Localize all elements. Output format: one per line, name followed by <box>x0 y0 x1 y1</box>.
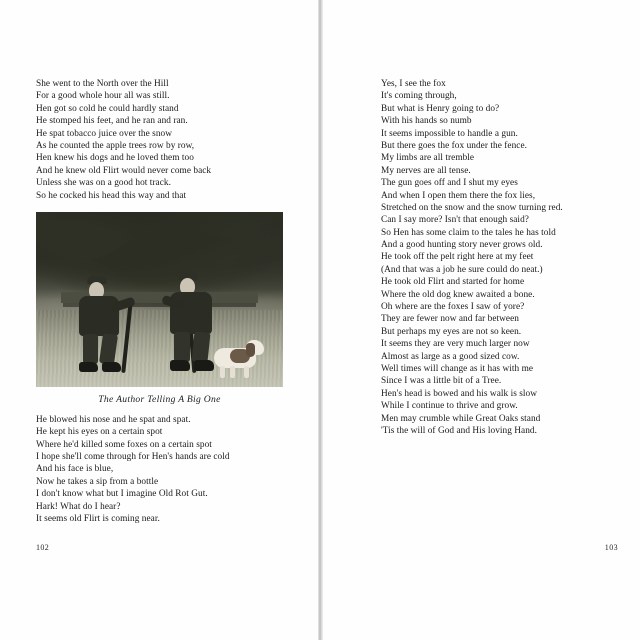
verse-line: Stretched on the snow and the snow turning red. <box>381 202 563 213</box>
verse-line: But what is Henry going to do? <box>381 103 500 114</box>
right-page <box>323 0 640 640</box>
verse-line: Hen's head is bowed and his walk is slow <box>381 388 538 399</box>
verse-line: She went to the North over the Hill <box>36 79 169 89</box>
verse-line: Men may crumble while Great Oaks stand <box>381 413 541 424</box>
verse-line: So Hen has some claim to the tales he has told <box>381 227 556 238</box>
verse-line: Almost as large as a good sized cow. <box>381 351 520 362</box>
boot <box>102 362 121 372</box>
verse-line: For a good whole hour all was still. <box>36 91 170 102</box>
verse-line: Hen got so cold he could hardly stand <box>36 103 179 114</box>
photo-caption: The Author Telling A Big One <box>98 393 221 405</box>
verse-line: They are fewer now and far between <box>381 314 519 325</box>
left-page <box>0 0 319 640</box>
verse-line: He took old Flirt and started for home <box>381 277 525 288</box>
leg <box>191 332 210 364</box>
verse-line: Well times will change as it has with me <box>381 363 534 374</box>
leg <box>99 334 118 366</box>
verse-line: My limbs are all tremble <box>381 153 475 164</box>
photograph-block <box>36 212 283 405</box>
verse-line: He spat tobacco juice over the snow <box>36 128 172 139</box>
photograph <box>36 212 283 387</box>
verse-line: And his face is blue, <box>36 464 114 475</box>
boot <box>170 360 190 371</box>
verse-line: And he knew old Flirt would never come back <box>36 165 212 176</box>
verse-line: 'Tis the will of God and His loving Hand. <box>381 425 538 436</box>
verse-line: With his hands so numb <box>381 116 472 127</box>
verse-line: Yes, I see the fox <box>381 79 446 89</box>
verse-line: Hark! What do I hear? <box>36 501 121 512</box>
verse-line: He blowed his nose and he spat and spat. <box>36 414 191 425</box>
verse-line: I hope she'll come through for Hen's hands are cold <box>36 452 230 463</box>
verse-line: So he cocked his head this way and that <box>36 190 187 201</box>
verse-line: Hen knew his dogs and he loved them too <box>36 153 194 164</box>
leg <box>83 334 98 364</box>
right-page-stanza <box>381 78 620 437</box>
verse-line: Where he'd killed some foxes on a certain spot <box>36 439 212 450</box>
dog-leg <box>220 366 225 378</box>
verse-line: Can I say more? Isn't that enough said? <box>381 215 529 226</box>
verse-line: I don't know what but I imagine Old Rot Gut. <box>36 489 208 500</box>
verse-line: While I continue to thrive and grow. <box>381 401 518 412</box>
verse-line: Now he takes a sip from a bottle <box>36 476 159 487</box>
verse-line: But perhaps my eyes are not so keen. <box>381 326 522 337</box>
dog-ear <box>246 343 255 357</box>
verse-line: And a good hunting story never grows old. <box>381 240 543 251</box>
leg <box>174 332 190 362</box>
verse-line: Where the old dog knew awaited a bone. <box>381 289 535 300</box>
photo-figure-hunter-left <box>71 276 147 376</box>
verse-line: He took off the pelt right here at my feet <box>381 252 534 263</box>
verse-line: As he counted the apple trees row by row, <box>36 140 195 151</box>
verse-line: (And that was a job he sure could do neat.) <box>381 264 543 275</box>
dog-leg <box>244 366 249 378</box>
photo-hunting-dog <box>208 334 268 380</box>
verse-line: It's coming through, <box>381 91 457 102</box>
boot <box>79 362 98 372</box>
verse-line: It seems they are very much larger now <box>381 339 530 350</box>
verse-line: He kept his eyes on a certain spot <box>36 427 163 438</box>
verse-line: It seems old Flirt is coming near. <box>36 514 160 525</box>
verse-line: Unless she was on a good hot track. <box>36 178 171 189</box>
dog-leg <box>230 366 235 378</box>
left-page-stanza-top <box>36 78 293 202</box>
verse-line: Since I was a little bit of a Tree. <box>381 376 502 387</box>
verse-line: It seems impossible to handle a gun. <box>381 128 518 139</box>
verse-line: Oh where are the foxes I saw of yore? <box>381 302 525 313</box>
page-number-left: 102 <box>36 543 50 552</box>
verse-line: The gun goes off and I shut my eyes <box>381 178 518 189</box>
verse-line: He stomped his feet, and he ran and ran. <box>36 116 188 127</box>
page-number-right: 103 <box>604 543 618 552</box>
verse-line: But there goes the fox under the fence. <box>381 140 527 151</box>
verse-line: And when I open them there the fox lies, <box>381 190 536 201</box>
verse-line: My nerves are all tense. <box>381 165 471 176</box>
left-page-stanza-bottom <box>36 414 293 526</box>
